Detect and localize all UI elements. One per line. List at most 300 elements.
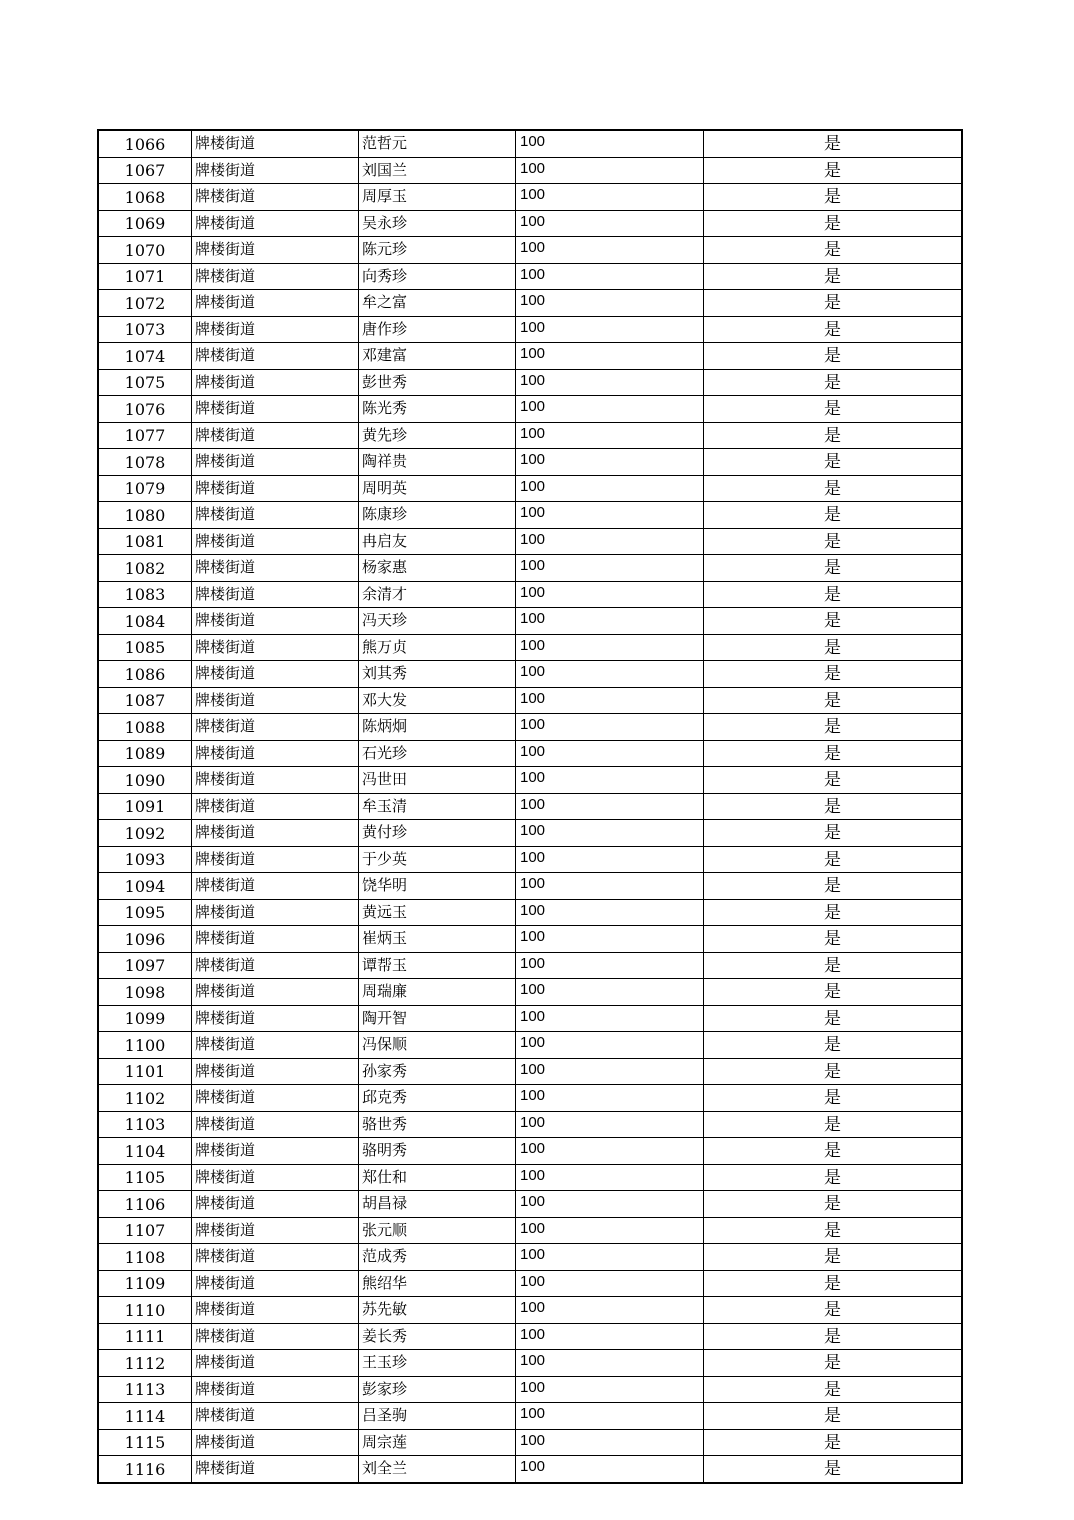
- name-cell: 熊万贞: [359, 634, 516, 661]
- flag-cell: 是: [704, 555, 963, 582]
- table-row: [98, 1403, 962, 1430]
- name-cell: 孙家秀: [359, 1058, 516, 1085]
- table-row: [98, 661, 962, 688]
- table-row: [98, 1111, 962, 1138]
- street-cell: 牌楼街道: [192, 1217, 359, 1244]
- flag-cell: 是: [704, 820, 963, 847]
- amount-cell: 100: [516, 926, 704, 953]
- table-row: [98, 396, 962, 423]
- name-cell: 彭家珍: [359, 1376, 516, 1403]
- table-row: [98, 1164, 962, 1191]
- amount-cell: 100: [516, 290, 704, 317]
- table-row: [98, 1297, 962, 1324]
- amount-cell: 100: [516, 846, 704, 873]
- table-row: [98, 1058, 962, 1085]
- row-number-cell: 1110: [98, 1297, 192, 1324]
- street-cell: 牌楼街道: [192, 767, 359, 794]
- flag-cell: 是: [704, 1456, 963, 1483]
- flag-cell: 是: [704, 1429, 963, 1456]
- flag-cell: 是: [704, 581, 963, 608]
- amount-cell: 100: [516, 979, 704, 1006]
- amount-cell: 100: [516, 1350, 704, 1377]
- name-cell: 邓大发: [359, 687, 516, 714]
- street-cell: 牌楼街道: [192, 846, 359, 873]
- row-number-cell: 1090: [98, 767, 192, 794]
- street-cell: 牌楼街道: [192, 1429, 359, 1456]
- name-cell: 刘其秀: [359, 661, 516, 688]
- amount-cell: 100: [516, 899, 704, 926]
- street-cell: 牌楼街道: [192, 687, 359, 714]
- street-cell: 牌楼街道: [192, 661, 359, 688]
- name-cell: 姜长秀: [359, 1323, 516, 1350]
- row-number-cell: 1088: [98, 714, 192, 741]
- row-number-cell: 1079: [98, 475, 192, 502]
- amount-cell: 100: [516, 475, 704, 502]
- row-number-cell: 1085: [98, 634, 192, 661]
- name-cell: 周厚玉: [359, 184, 516, 211]
- row-number-cell: 1101: [98, 1058, 192, 1085]
- row-number-cell: 1091: [98, 793, 192, 820]
- table-row: [98, 1350, 962, 1377]
- row-number-cell: 1107: [98, 1217, 192, 1244]
- table-row: [98, 952, 962, 979]
- name-cell: 胡昌禄: [359, 1191, 516, 1218]
- flag-cell: 是: [704, 1191, 963, 1218]
- table-row: [98, 475, 962, 502]
- row-number-cell: 1103: [98, 1111, 192, 1138]
- flag-cell: 是: [704, 793, 963, 820]
- amount-cell: 100: [516, 1191, 704, 1218]
- amount-cell: 100: [516, 1111, 704, 1138]
- row-number-cell: 1083: [98, 581, 192, 608]
- street-cell: 牌楼街道: [192, 793, 359, 820]
- street-cell: 牌楼街道: [192, 130, 359, 157]
- street-cell: 牌楼街道: [192, 820, 359, 847]
- name-cell: 骆世秀: [359, 1111, 516, 1138]
- amount-cell: 100: [516, 1164, 704, 1191]
- street-cell: 牌楼街道: [192, 952, 359, 979]
- amount-cell: 100: [516, 502, 704, 529]
- street-cell: 牌楼街道: [192, 1297, 359, 1324]
- street-cell: 牌楼街道: [192, 1111, 359, 1138]
- amount-cell: 100: [516, 316, 704, 343]
- table-row: [98, 714, 962, 741]
- amount-cell: 100: [516, 1217, 704, 1244]
- street-cell: 牌楼街道: [192, 634, 359, 661]
- table-row: [98, 422, 962, 449]
- table-row: [98, 1456, 962, 1483]
- name-cell: 郑仕和: [359, 1164, 516, 1191]
- street-cell: 牌楼街道: [192, 369, 359, 396]
- table-row: [98, 1429, 962, 1456]
- table-row: [98, 449, 962, 476]
- amount-cell: 100: [516, 767, 704, 794]
- flag-cell: 是: [704, 210, 963, 237]
- flag-cell: 是: [704, 528, 963, 555]
- table-row: [98, 1244, 962, 1271]
- amount-cell: 100: [516, 343, 704, 370]
- flag-cell: 是: [704, 184, 963, 211]
- name-cell: 陶祥贵: [359, 449, 516, 476]
- street-cell: 牌楼街道: [192, 1164, 359, 1191]
- flag-cell: 是: [704, 475, 963, 502]
- name-cell: 牟之富: [359, 290, 516, 317]
- amount-cell: 100: [516, 1376, 704, 1403]
- street-cell: 牌楼街道: [192, 740, 359, 767]
- row-number-cell: 1102: [98, 1085, 192, 1112]
- amount-cell: 100: [516, 1032, 704, 1059]
- row-number-cell: 1116: [98, 1456, 192, 1483]
- row-number-cell: 1069: [98, 210, 192, 237]
- street-cell: 牌楼街道: [192, 714, 359, 741]
- row-number-cell: 1072: [98, 290, 192, 317]
- table-row: [98, 1376, 962, 1403]
- name-cell: 张元顺: [359, 1217, 516, 1244]
- table-row: [98, 740, 962, 767]
- amount-cell: 100: [516, 210, 704, 237]
- table-row: [98, 899, 962, 926]
- amount-cell: 100: [516, 184, 704, 211]
- street-cell: 牌楼街道: [192, 449, 359, 476]
- amount-cell: 100: [516, 952, 704, 979]
- street-cell: 牌楼街道: [192, 422, 359, 449]
- row-number-cell: 1100: [98, 1032, 192, 1059]
- flag-cell: 是: [704, 369, 963, 396]
- name-cell: 冯世田: [359, 767, 516, 794]
- flag-cell: 是: [704, 343, 963, 370]
- street-cell: 牌楼街道: [192, 608, 359, 635]
- row-number-cell: 1073: [98, 316, 192, 343]
- data-table: [97, 129, 963, 1484]
- name-cell: 杨家惠: [359, 555, 516, 582]
- name-cell: 苏先敏: [359, 1297, 516, 1324]
- flag-cell: 是: [704, 422, 963, 449]
- amount-cell: 100: [516, 1270, 704, 1297]
- name-cell: 周瑞廉: [359, 979, 516, 1006]
- table-row: [98, 608, 962, 635]
- flag-cell: 是: [704, 873, 963, 900]
- row-number-cell: 1113: [98, 1376, 192, 1403]
- name-cell: 陈康珍: [359, 502, 516, 529]
- row-number-cell: 1111: [98, 1323, 192, 1350]
- street-cell: 牌楼街道: [192, 157, 359, 184]
- row-number-cell: 1070: [98, 237, 192, 264]
- amount-cell: 100: [516, 396, 704, 423]
- flag-cell: 是: [704, 237, 963, 264]
- flag-cell: 是: [704, 926, 963, 953]
- flag-cell: 是: [704, 714, 963, 741]
- name-cell: 向秀珍: [359, 263, 516, 290]
- table-row: [98, 369, 962, 396]
- row-number-cell: 1096: [98, 926, 192, 953]
- table-row: [98, 343, 962, 370]
- name-cell: 范哲元: [359, 130, 516, 157]
- name-cell: 饶华明: [359, 873, 516, 900]
- name-cell: 石光珍: [359, 740, 516, 767]
- flag-cell: 是: [704, 263, 963, 290]
- table-row: [98, 1191, 962, 1218]
- street-cell: 牌楼街道: [192, 873, 359, 900]
- street-cell: 牌楼街道: [192, 1244, 359, 1271]
- name-cell: 周明英: [359, 475, 516, 502]
- name-cell: 陈炳炯: [359, 714, 516, 741]
- row-number-cell: 1114: [98, 1403, 192, 1430]
- name-cell: 刘国兰: [359, 157, 516, 184]
- flag-cell: 是: [704, 1005, 963, 1032]
- amount-cell: 100: [516, 1323, 704, 1350]
- name-cell: 周宗莲: [359, 1429, 516, 1456]
- street-cell: 牌楼街道: [192, 581, 359, 608]
- flag-cell: 是: [704, 899, 963, 926]
- amount-cell: 100: [516, 687, 704, 714]
- amount-cell: 100: [516, 263, 704, 290]
- table-row: [98, 502, 962, 529]
- row-number-cell: 1109: [98, 1270, 192, 1297]
- row-number-cell: 1067: [98, 157, 192, 184]
- street-cell: 牌楼街道: [192, 1005, 359, 1032]
- table-row: [98, 1032, 962, 1059]
- flag-cell: 是: [704, 396, 963, 423]
- name-cell: 彭世秀: [359, 369, 516, 396]
- flag-cell: 是: [704, 661, 963, 688]
- name-cell: 陈元珍: [359, 237, 516, 264]
- table-body: [98, 130, 962, 1483]
- flag-cell: 是: [704, 740, 963, 767]
- flag-cell: 是: [704, 316, 963, 343]
- table-row: [98, 1323, 962, 1350]
- table-row: [98, 979, 962, 1006]
- street-cell: 牌楼街道: [192, 979, 359, 1006]
- table-row: [98, 793, 962, 820]
- row-number-cell: 1078: [98, 449, 192, 476]
- table-row: [98, 1085, 962, 1112]
- row-number-cell: 1112: [98, 1350, 192, 1377]
- table-row: [98, 926, 962, 953]
- street-cell: 牌楼街道: [192, 1456, 359, 1483]
- amount-cell: 100: [516, 714, 704, 741]
- row-number-cell: 1077: [98, 422, 192, 449]
- row-number-cell: 1099: [98, 1005, 192, 1032]
- street-cell: 牌楼街道: [192, 1350, 359, 1377]
- name-cell: 骆明秀: [359, 1138, 516, 1165]
- row-number-cell: 1068: [98, 184, 192, 211]
- table-row: [98, 873, 962, 900]
- street-cell: 牌楼街道: [192, 396, 359, 423]
- name-cell: 唐作珍: [359, 316, 516, 343]
- street-cell: 牌楼街道: [192, 290, 359, 317]
- street-cell: 牌楼街道: [192, 263, 359, 290]
- street-cell: 牌楼街道: [192, 1191, 359, 1218]
- flag-cell: 是: [704, 1085, 963, 1112]
- name-cell: 冯保顺: [359, 1032, 516, 1059]
- name-cell: 吕圣驹: [359, 1403, 516, 1430]
- table-row: [98, 237, 962, 264]
- amount-cell: 100: [516, 608, 704, 635]
- name-cell: 吴永珍: [359, 210, 516, 237]
- flag-cell: 是: [704, 608, 963, 635]
- table-row: [98, 184, 962, 211]
- street-cell: 牌楼街道: [192, 555, 359, 582]
- street-cell: 牌楼街道: [192, 475, 359, 502]
- row-number-cell: 1089: [98, 740, 192, 767]
- table-row: [98, 290, 962, 317]
- table-row: [98, 555, 962, 582]
- street-cell: 牌楼街道: [192, 184, 359, 211]
- name-cell: 刘全兰: [359, 1456, 516, 1483]
- amount-cell: 100: [516, 820, 704, 847]
- amount-cell: 100: [516, 130, 704, 157]
- table-row: [98, 157, 962, 184]
- name-cell: 邱克秀: [359, 1085, 516, 1112]
- row-number-cell: 1074: [98, 343, 192, 370]
- table-row: [98, 210, 962, 237]
- name-cell: 谭帮玉: [359, 952, 516, 979]
- name-cell: 王玉珍: [359, 1350, 516, 1377]
- flag-cell: 是: [704, 952, 963, 979]
- table-row: [98, 820, 962, 847]
- table-row: [98, 130, 962, 157]
- amount-cell: 100: [516, 634, 704, 661]
- amount-cell: 100: [516, 1244, 704, 1271]
- street-cell: 牌楼街道: [192, 899, 359, 926]
- flag-cell: 是: [704, 979, 963, 1006]
- street-cell: 牌楼街道: [192, 528, 359, 555]
- amount-cell: 100: [516, 1456, 704, 1483]
- table-row: [98, 581, 962, 608]
- row-number-cell: 1095: [98, 899, 192, 926]
- row-number-cell: 1092: [98, 820, 192, 847]
- amount-cell: 100: [516, 1058, 704, 1085]
- row-number-cell: 1075: [98, 369, 192, 396]
- name-cell: 陈光秀: [359, 396, 516, 423]
- table-row: [98, 846, 962, 873]
- name-cell: 熊绍华: [359, 1270, 516, 1297]
- row-number-cell: 1094: [98, 873, 192, 900]
- flag-cell: 是: [704, 1111, 963, 1138]
- amount-cell: 100: [516, 1005, 704, 1032]
- flag-cell: 是: [704, 1403, 963, 1430]
- street-cell: 牌楼街道: [192, 926, 359, 953]
- row-number-cell: 1087: [98, 687, 192, 714]
- amount-cell: 100: [516, 1403, 704, 1430]
- amount-cell: 100: [516, 1297, 704, 1324]
- table-row: [98, 634, 962, 661]
- flag-cell: 是: [704, 634, 963, 661]
- amount-cell: 100: [516, 369, 704, 396]
- amount-cell: 100: [516, 661, 704, 688]
- name-cell: 黄远玉: [359, 899, 516, 926]
- name-cell: 范成秀: [359, 1244, 516, 1271]
- row-number-cell: 1108: [98, 1244, 192, 1271]
- flag-cell: 是: [704, 1244, 963, 1271]
- name-cell: 邓建富: [359, 343, 516, 370]
- row-number-cell: 1081: [98, 528, 192, 555]
- row-number-cell: 1104: [98, 1138, 192, 1165]
- name-cell: 余清才: [359, 581, 516, 608]
- table-row: [98, 1005, 962, 1032]
- amount-cell: 100: [516, 157, 704, 184]
- name-cell: 陶开智: [359, 1005, 516, 1032]
- flag-cell: 是: [704, 1138, 963, 1165]
- amount-cell: 100: [516, 1085, 704, 1112]
- name-cell: 于少英: [359, 846, 516, 873]
- street-cell: 牌楼街道: [192, 1058, 359, 1085]
- table-row: [98, 1138, 962, 1165]
- row-number-cell: 1071: [98, 263, 192, 290]
- table-row: [98, 1270, 962, 1297]
- flag-cell: 是: [704, 157, 963, 184]
- amount-cell: 100: [516, 873, 704, 900]
- name-cell: 冉启友: [359, 528, 516, 555]
- flag-cell: 是: [704, 1032, 963, 1059]
- street-cell: 牌楼街道: [192, 502, 359, 529]
- street-cell: 牌楼街道: [192, 1032, 359, 1059]
- flag-cell: 是: [704, 1217, 963, 1244]
- flag-cell: 是: [704, 1270, 963, 1297]
- street-cell: 牌楼街道: [192, 1138, 359, 1165]
- street-cell: 牌楼街道: [192, 1270, 359, 1297]
- flag-cell: 是: [704, 1164, 963, 1191]
- street-cell: 牌楼街道: [192, 1323, 359, 1350]
- row-number-cell: 1098: [98, 979, 192, 1006]
- name-cell: 冯天珍: [359, 608, 516, 635]
- street-cell: 牌楼街道: [192, 316, 359, 343]
- street-cell: 牌楼街道: [192, 343, 359, 370]
- row-number-cell: 1105: [98, 1164, 192, 1191]
- flag-cell: 是: [704, 1323, 963, 1350]
- row-number-cell: 1066: [98, 130, 192, 157]
- row-number-cell: 1076: [98, 396, 192, 423]
- flag-cell: 是: [704, 1350, 963, 1377]
- row-number-cell: 1093: [98, 846, 192, 873]
- amount-cell: 100: [516, 449, 704, 476]
- amount-cell: 100: [516, 793, 704, 820]
- street-cell: 牌楼街道: [192, 1403, 359, 1430]
- table-row: [98, 263, 962, 290]
- amount-cell: 100: [516, 528, 704, 555]
- row-number-cell: 1106: [98, 1191, 192, 1218]
- row-number-cell: 1097: [98, 952, 192, 979]
- name-cell: 黄先珍: [359, 422, 516, 449]
- row-number-cell: 1115: [98, 1429, 192, 1456]
- flag-cell: 是: [704, 1297, 963, 1324]
- flag-cell: 是: [704, 1058, 963, 1085]
- street-cell: 牌楼街道: [192, 237, 359, 264]
- street-cell: 牌楼街道: [192, 210, 359, 237]
- row-number-cell: 1082: [98, 555, 192, 582]
- flag-cell: 是: [704, 767, 963, 794]
- row-number-cell: 1086: [98, 661, 192, 688]
- amount-cell: 100: [516, 422, 704, 449]
- row-number-cell: 1080: [98, 502, 192, 529]
- flag-cell: 是: [704, 846, 963, 873]
- street-cell: 牌楼街道: [192, 1085, 359, 1112]
- flag-cell: 是: [704, 687, 963, 714]
- flag-cell: 是: [704, 449, 963, 476]
- name-cell: 黄付珍: [359, 820, 516, 847]
- flag-cell: 是: [704, 502, 963, 529]
- row-number-cell: 1084: [98, 608, 192, 635]
- flag-cell: 是: [704, 1376, 963, 1403]
- table-row: [98, 767, 962, 794]
- flag-cell: 是: [704, 130, 963, 157]
- table-row: [98, 528, 962, 555]
- amount-cell: 100: [516, 555, 704, 582]
- amount-cell: 100: [516, 581, 704, 608]
- amount-cell: 100: [516, 1429, 704, 1456]
- table-row: [98, 1217, 962, 1244]
- table-row: [98, 687, 962, 714]
